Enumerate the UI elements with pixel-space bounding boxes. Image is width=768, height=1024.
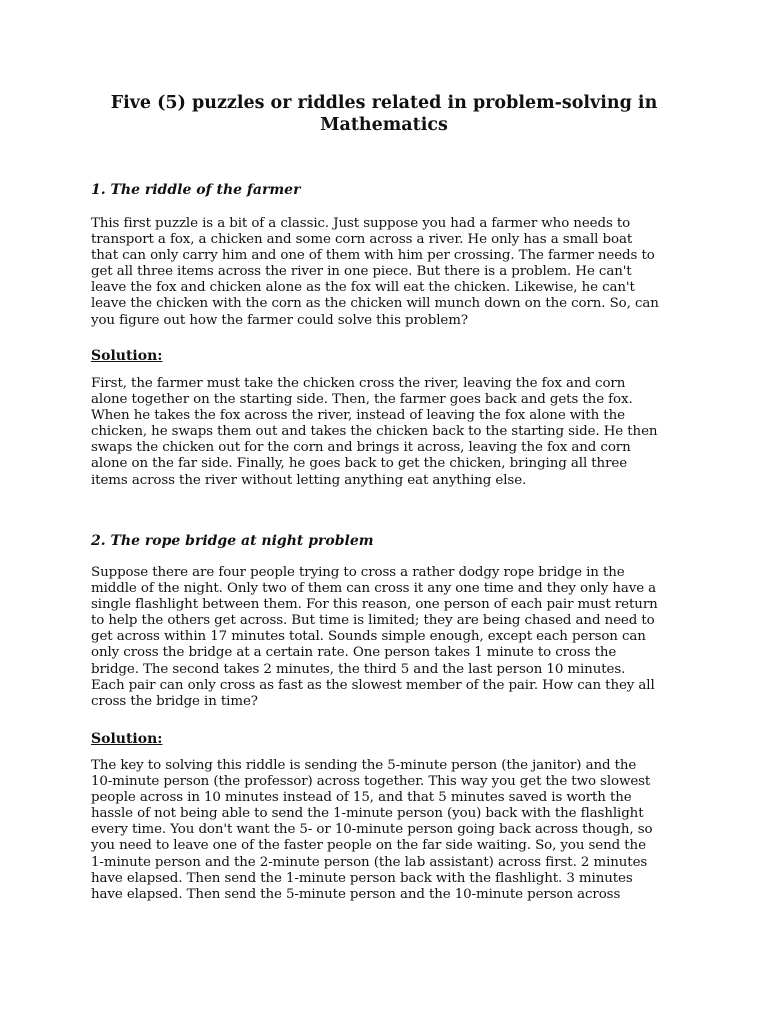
farmer-problem-paragraph (91, 216, 681, 329)
text-line: get across within 17 minutes total. Sounds simple enough, except each person can (91, 629, 646, 645)
title-line: Five (5) puzzles or riddles related in problem-solving in (110, 93, 658, 113)
text-line: alone together on the starting side. Then, the farmer goes back and gets the fox. (91, 392, 633, 408)
text-line: First, the farmer must take the chicken cross the river, leaving the fox and corn (91, 376, 626, 391)
text-line: The key to solving this riddle is sending the 5-minute person (the janitor) and the (91, 758, 637, 773)
text-line: leave the fox and chicken alone as the fox will eat the chicken. Likewise, he can't (91, 280, 635, 296)
text-line: every time. You don't want the 5- or 10-minute person going back across though, so (91, 822, 653, 838)
text-line: people across in 10 minutes instead of 15, and that 5 minutes saved is worth the (91, 790, 632, 806)
text-line: Suppose there are four people trying to cross a rather dodgy rope bridge in the (91, 565, 625, 580)
rope-bridge-solution-paragraph (91, 758, 681, 903)
text-line: 1-minute person and the 2-minute person (the lab assistant) across first. 2 minutes (91, 854, 648, 870)
text-line: transport a fox, a chicken and some corn across a river. He only has a small boat (91, 232, 633, 248)
text-line: have elapsed. Then send the 5-minute person and the 10-minute person across (91, 886, 621, 902)
text-line: you need to leave one of the faster people on the far side waiting. So, you send the (91, 838, 646, 854)
text-line: have elapsed. Then send the 1-minute person back with the flashlight. 3 minutes (91, 870, 633, 886)
text-line: only cross the bridge at a certain rate. One person takes 1 minute to cross the (91, 645, 617, 661)
solution-label: Solution: (91, 348, 163, 364)
text-line: hassle of not being able to send the 1-minute person (you) back with the flashlight (91, 806, 644, 822)
text-line: alone on the far side. Finally, he goes back to get the chicken, bringing all three (91, 456, 628, 472)
farmer-solution-paragraph (91, 376, 681, 489)
page-title (60, 92, 708, 136)
text-line: you figure out how the farmer could solve this problem? (91, 312, 468, 328)
title-line: Mathematics (320, 115, 448, 135)
text-line: cross the bridge in time? (91, 693, 258, 709)
text-line: swaps the chicken out for the corn and brings it across, leaving the fox and corn (91, 440, 631, 456)
text-line: items across the river without letting anything eat anything else. (91, 472, 527, 488)
text-line: bridge. The second takes 2 minutes, the third 5 and the last person 10 minutes. (91, 661, 626, 677)
text-line: This first puzzle is a bit of a classic. Just suppose you had a farmer who needs to (91, 216, 631, 231)
section-heading-rope-bridge: 2. The rope bridge at night problem (91, 533, 374, 549)
text-line: When he takes the fox across the river, instead of leaving the fox alone with the (91, 408, 625, 424)
text-line: Each pair can only cross as fast as the slowest member of the pair. How can they all (91, 677, 655, 693)
text-line: leave the chicken with the corn as the chicken will munch down on the corn. So, can (91, 296, 659, 312)
text-line: that can only carry him and one of them with him per crossing. The farmer needs to (91, 248, 655, 264)
text-line: get all three items across the river in one piece. But there is a problem. He can't (91, 264, 632, 280)
text-line: to help the others get across. But time is limited; they are being chased and need to (91, 613, 655, 629)
text-line: 10-minute person (the professor) across together. This way you get the two slowest (91, 774, 651, 790)
section-heading-farmer: 1. The riddle of the farmer (91, 182, 301, 198)
text-line: single flashlight between them. For this reason, one person of each pair must return (91, 597, 658, 613)
text-line: middle of the night. Only two of them can cross it any one time and they only have a (91, 581, 657, 597)
rope-bridge-problem-paragraph (91, 565, 681, 710)
text-line: chicken, he swaps them out and takes the chicken back to the starting side. He then (91, 424, 658, 440)
solution-label: Solution: (91, 731, 163, 747)
